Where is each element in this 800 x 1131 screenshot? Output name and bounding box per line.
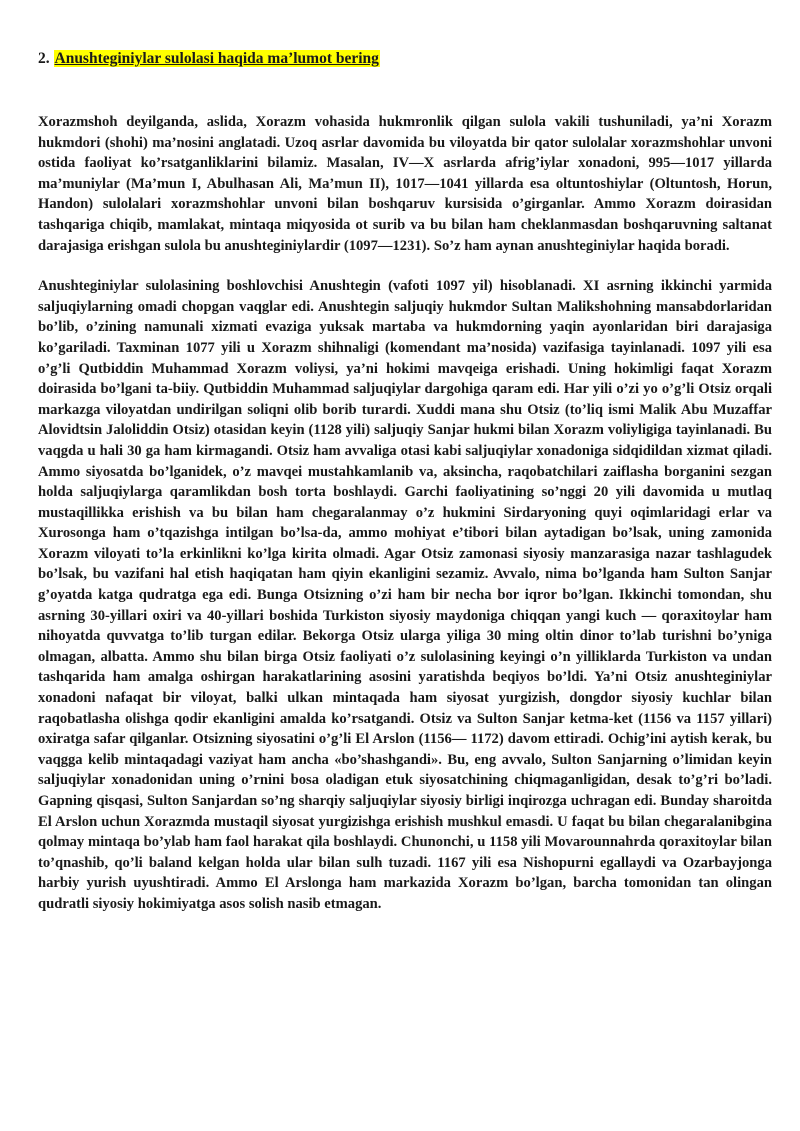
question-heading [38,48,772,70]
question-number: 2. [38,50,50,67]
paragraph-intro: Xorazmshoh deyilganda, aslida, Xorazm vohasida hukmronlik qilgan sulola vakili tushuniladi, ya’ni Xorazm hukmdori (shohi) ma’nosini anglatadi. Uzoq asrlar davomida bu viloyatda bir qator sulolalar xorazmshohlar unvoni ostida faoliyat ko’rsatganliklarini bilamiz. Masalan, IV—X asrlarda afrig’iylar xonadoni, 995—1017 yillarda ma’muniylar (Ma’mun I, Abulhasan Ali, Ma’mun II), 1017—1041 yillarda esa oltuntoshiylar (Oltuntosh, Horun, Handon) sulolalari xorazmshohlar unvoni bilan boshqaruv kursisida o’girganlar. Ammo Xorazm doirasidan tashqariga chiqib, mamlakat, mintaqa miqyosida ot surib va bu bilan ham cheklanmasdan boshqaruvning saltanat darajasiga erishgan sulola bu anushteginiylardir (1097—1231). So’z ham aynan anushteginiylar haqida boradi. [38,114,772,254]
question-title: Anushteginiylar sulolasi haqida ma’lumot bering [54,50,379,67]
paragraph-main: Anushteginiylar sulolasining boshlovchisi Anushtegin (vafoti 1097 yil) hisoblanadi. XI asrning ikkinchi yarmida saljuqiylarning omadi chopgan vaqglar edi. Anushtegin saljuqiy hukmdor Sultan Malikshohning mansabdorlaridan bo’lib, o’zining namunali xizmati evaziga yuksak martaba va hukmdorning yaqin ayonlaridan biri darajasiga ko’gariladi. Taxminan 1077 yili u Xorazm shihnaligi (komendant ma’nosida) vazifasiga tayinlanadi. 1097 yili esa o’g’li Qutbiddin Muhammad Xorazm voliysi, ya’ni hokimi mavqeiga erishadi. Uning hokimligi faqat Xorazm doirasida bo’lgani ta-biiy. Qutbiddin Muhammad saljuqiylar dargohiga qaram edi. Har yili o’zi yo o’g’li Otsiz orqali markazga viloyatdan undirilgan soliqni olib borib turardi. Xuddi mana shu Otsiz (to’liq ismi Malik Abu Muzaffar Alovidtsin Jaloliddin Otsiz) otasidan keyin (1128 yili) saljuqiy Sanjar hukmi bilan Xorazm voliyligiga tayinlanadi. Bu vaqgda u hali 30 ga ham kirmagandi. Otsiz ham avvaliga otasi kabi saljuqiylar xonadoniga sidqidildan xizmat qiladi. Ammo siyosatda bo’lganidek, o’z mavqei mustahkamlanib va, aksincha, raqobatchilari zaiflasha borganini sezgan holda saljuqiylarga qaramlikdan bosh torta boshlaydi. Garchi faoliyatining so’nggi 20 yili davomida u mutlaq mustaqillikka erishish va bu bilan ham chegaralanmay o’z hukmini Sirdaryoning quyi oqimlaridagi erlar va Xurosonga ham o’tqazishga intilgan bo’lsa-da, ammo mohiyat e’tibori bilan aytadigan bo’lsak, uning zamonida Xorazm viloyati to’la erkinlikni ko’lga kirita olmadi. Agar Otsiz zamonasi siyosiy manzarasiga nazar tashlagudek bo’lsak, bu vazifani hal etish haqiqatan ham qiyin ekanligini sezamiz. Avvalo, nima bo’lganda ham Sulton Sanjar g’oyatda katga qudratga ega edi. Bunga Otsizning o’zi ham bir necha bor iqror bo’lgan. Ikkinchi tomondan, shu asrning 30-yillari oxiri va 40-yillari boshida Turkiston siyosiy maydoniga chiqqan yangi kuch — qoraxitoylar ham nihoyatda quvvatga to’lib turgan edilar. Bekorga Otsiz ularga yiliga 30 ming oltin dinor to’lab turishni bo’yniga olmagan, albatta. Ammo shu bilan birga Otsiz faoliyati o’z sulolasining keyingi o’n yilliklarda Turkiston va undan tashqarida ham amalga oshirgan harakatlarining asosini yaratishda beqiyos bo’ldi. Ya’ni Otsiz anushteginiylar xonadoni nafaqat bir viloyat, balki ulkan mintaqada ham siyosat yurgizish, dongdor siyosiy kuchlar bilan raqobatlasha olishga qodir ekanligini amalda ko’rsatgandi. Otsiz va Sulton Sanjar ketma-ket (1156 va 1157 yillari) oxiratga safar qilganlar. Otsizning siyosatini o’g’li El Arslon (1156— 1172) davom ettiradi. Ochig’ini aytish kerak, bu vaqgga kelib mintaqadagi vaziyat ham ancha «bo’shashgandi». Bu, eng avvalo, Sulton Sanjarning o’limidan keyin saljuqiylar xonadonidan uning o’rnini bosa oladigan etuk siyosatchining chiqmaganligidan, desak to’g’ri bo’ladi. Gapning qisqasi, Sulton Sanjardan so’ng sharqiy saljuqiylar siyosiy birligi inqirozga uchragan edi. Bunday sharoitda El Arslon uchun Xorazmda mustaqil siyosat yurgizishga erishish mushkul emasdi. U faqat bu bilan chegaralanibgina qolmay mintaqa bo’ylab ham faol harakat qila boshlaydi. Chunonchi, u 1158 yili Movarounnahrda qoraxitoylar bilan to’qnashib, qo’li baland kelgan holda ular bilan sulh tuzadi. 1167 yili esa Nishopurni egallaydi va Ozarbayjonga harbiy yurish uyushtiradi. Ammo El Arslonga ham markazida Xorazm bo’lgan, barcha tomonidan tan olingan qudratli siyosiy hokimiyatga asos solish nasib etmagan. [38,278,772,912]
document-page [38,48,772,915]
